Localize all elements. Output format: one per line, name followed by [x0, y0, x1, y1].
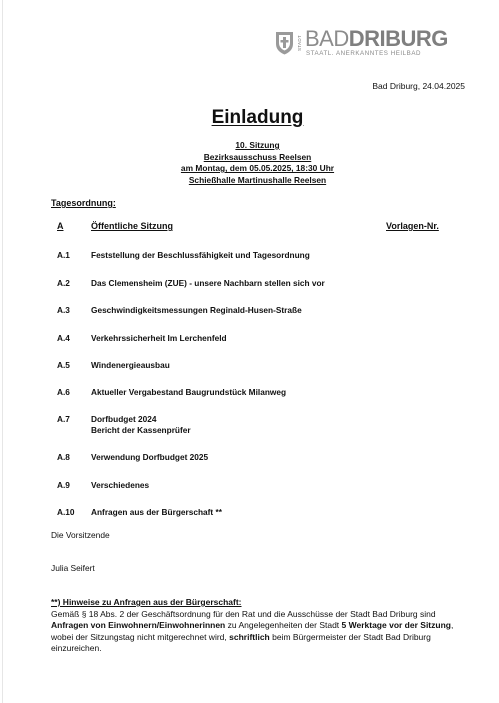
agenda-heading: Tagesordnung: — [51, 198, 116, 208]
meeting-committee: Bezirksausschuss Reelsen — [203, 151, 312, 162]
notice-text: zu Angelegenheiten der Stadt — [225, 620, 342, 631]
agenda-item-number: A.9 — [57, 480, 70, 490]
agenda-item-line: Bericht der Kassenprüfer — [91, 425, 191, 435]
agenda-item-number: A.7 — [57, 414, 70, 424]
agenda-item-line: Dorfbudget 2024 — [91, 414, 157, 424]
agenda-item-number: A.6 — [57, 387, 70, 397]
notice-text: , wobei der Sitzungstag nicht mitgerechnet wird, — [51, 620, 454, 642]
logo-name-bad: BAD — [305, 26, 349, 51]
meeting-session: 10. Sitzung — [235, 140, 280, 150]
date-line: Bad Driburg, 24.04.2025 — [372, 81, 465, 91]
notice-bold-text: 5 Werktage vor der Sitzung — [341, 620, 451, 631]
notice-bold-text: Anfragen von Einwohnern/Einwohnerinnen — [51, 620, 226, 631]
chair-name: Julia Seifert — [51, 563, 95, 573]
logo-stadt: STADT — [297, 35, 302, 51]
page-edge — [2, 0, 3, 703]
document-title: Einladung — [211, 107, 304, 128]
agenda-item-text: Geschwindigkeitsmessungen Reginald-Husen-Straße — [91, 305, 302, 315]
agenda-item-text: Windenergieausbau — [91, 360, 170, 370]
city-logo — [275, 26, 467, 61]
notice-text: beim Bürgermeister der Stadt Bad Driburg einzureichen. — [51, 631, 431, 654]
logo-name-driburg: DRIBURG — [348, 26, 448, 51]
notice-body — [51, 609, 471, 655]
agenda-item-number: A.4 — [57, 333, 70, 343]
column-document-number: Vorlagen-Nr. — [386, 221, 439, 231]
meeting-datetime: am Montag, dem 05.05.2025, 18:30 Uhr — [180, 163, 335, 173]
agenda-item-text: Anfragen aus der Bürgerschaft ** — [91, 507, 222, 517]
notice-heading: **) Hinweise zu Anfragen aus der Bürgerschaft: — [51, 597, 242, 607]
logo-name — [305, 26, 448, 52]
agenda-item-number: A.5 — [57, 360, 70, 370]
agenda-item-text — [91, 414, 191, 436]
agenda-item-text: Das Clemensheim (ZUE) - unsere Nachbarn stellen sich vor — [91, 278, 325, 288]
city-crest-icon — [275, 31, 294, 55]
agenda-item-text: Verschiedenes — [91, 480, 150, 490]
agenda-item-number: A.1 — [57, 250, 70, 260]
agenda-item-number: A.10 — [57, 507, 75, 517]
chair-label: Die Vorsitzende — [51, 530, 110, 540]
agenda-item-number: A.2 — [57, 278, 70, 288]
notice-text: Gemäß § 18 Abs. 2 der Geschäftsordnung für den Rat und die Ausschüsse der Stadt Bad Driburg sind — [51, 608, 436, 619]
notice-bold-text: schriftlich — [229, 631, 270, 642]
agenda-item-text: Aktueller Vergabestand Baugrundstück Milanweg — [91, 387, 287, 397]
agenda-item-text: Verkehrssicherheit Im Lerchenfeld — [91, 333, 227, 343]
column-section: A — [57, 221, 64, 231]
agenda-item-text: Feststellung der Beschlussfähigkeit und Tagesordnung — [91, 250, 310, 260]
agenda-item-number: A.3 — [57, 305, 70, 315]
meeting-details — [0, 140, 499, 186]
agenda-item-number: A.8 — [57, 452, 70, 462]
meeting-location: Schießhalle Martinushalle Reelsen — [188, 174, 327, 185]
logo-subtitle: STAATL. ANERKANNTES HEILBAD — [306, 50, 422, 57]
column-public-session: Öffentliche Sitzung — [91, 221, 173, 231]
citizen-questions-notice — [51, 597, 471, 655]
agenda-item-text: Verwendung Dorfbudget 2025 — [91, 452, 209, 462]
